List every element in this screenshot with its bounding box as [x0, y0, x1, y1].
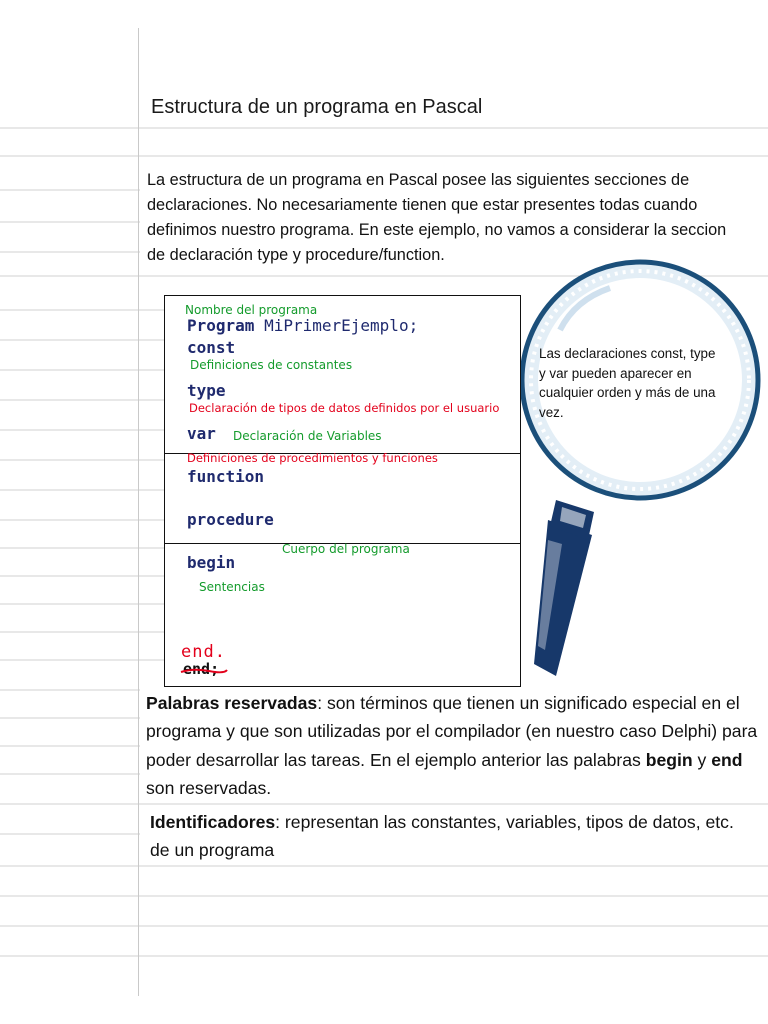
keyword-function: function	[187, 467, 265, 486]
magnifier-handle	[534, 500, 594, 676]
keyword-type: type	[187, 381, 226, 400]
note-variables: Declaración de Variables	[233, 429, 382, 443]
reserved-end: end	[711, 749, 743, 770]
note-procedures: Definiciones de procedimientos y funciones	[187, 451, 438, 465]
keyword-procedure: procedure	[187, 510, 274, 529]
keyword-var: var	[187, 424, 216, 443]
reserved-text-end: son reservadas.	[146, 778, 272, 799]
code-program-line	[187, 316, 418, 335]
program-name: MiPrimerEjemplo;	[264, 316, 419, 335]
note-program-name: Nombre del programa	[185, 303, 318, 317]
reserved-text: : son términos que tienen un significado especial en el programa y que son utilizadas por el compilador (en nuestro caso Delphi) para poder desarrollar las tareas. En el ejemplo anterior las palabras	[146, 693, 758, 770]
lens-note: Las declaraciones const, type y var pueden aparecer en cualquier orden y más de una vez.	[539, 346, 716, 420]
identifiers-term: Identificadores	[150, 812, 276, 832]
reserved-term: Palabras reservadas	[146, 693, 318, 713]
reserved-begin: begin	[645, 749, 693, 770]
handwritten-end: end.	[181, 642, 226, 662]
note-constants: Definiciones de constantes	[190, 358, 353, 372]
reserved-and: y	[692, 749, 712, 770]
note-body: Cuerpo del programa	[282, 542, 410, 556]
page-title: Estructura de un programa en Pascal	[151, 96, 483, 118]
reserved-words-paragraph	[146, 689, 758, 803]
struck-end: end;	[183, 660, 220, 678]
note-types: Declaración de tipos de datos definidos por el usuario	[189, 401, 500, 415]
note-statements: Sentencias	[199, 580, 265, 594]
identifiers-paragraph	[150, 808, 750, 865]
identifiers-text: : representan las constantes, variables, tipos de datos, etc. de un programa	[150, 812, 734, 861]
keyword-begin: begin	[187, 553, 236, 572]
strike-mark	[179, 666, 229, 678]
intro-paragraph: La estructura de un programa en Pascal posee las siguientes secciones de declaraciones. No necesariamente tienen que estar presentes todas cuando definimos nuestro programa. En este ejemplo, no vamos a considerar la seccion de declaración type y procedure/function.	[147, 171, 727, 264]
keyword-const: const	[187, 338, 236, 357]
keyword-program: Program	[187, 316, 255, 335]
pascal-code-box	[164, 295, 521, 687]
